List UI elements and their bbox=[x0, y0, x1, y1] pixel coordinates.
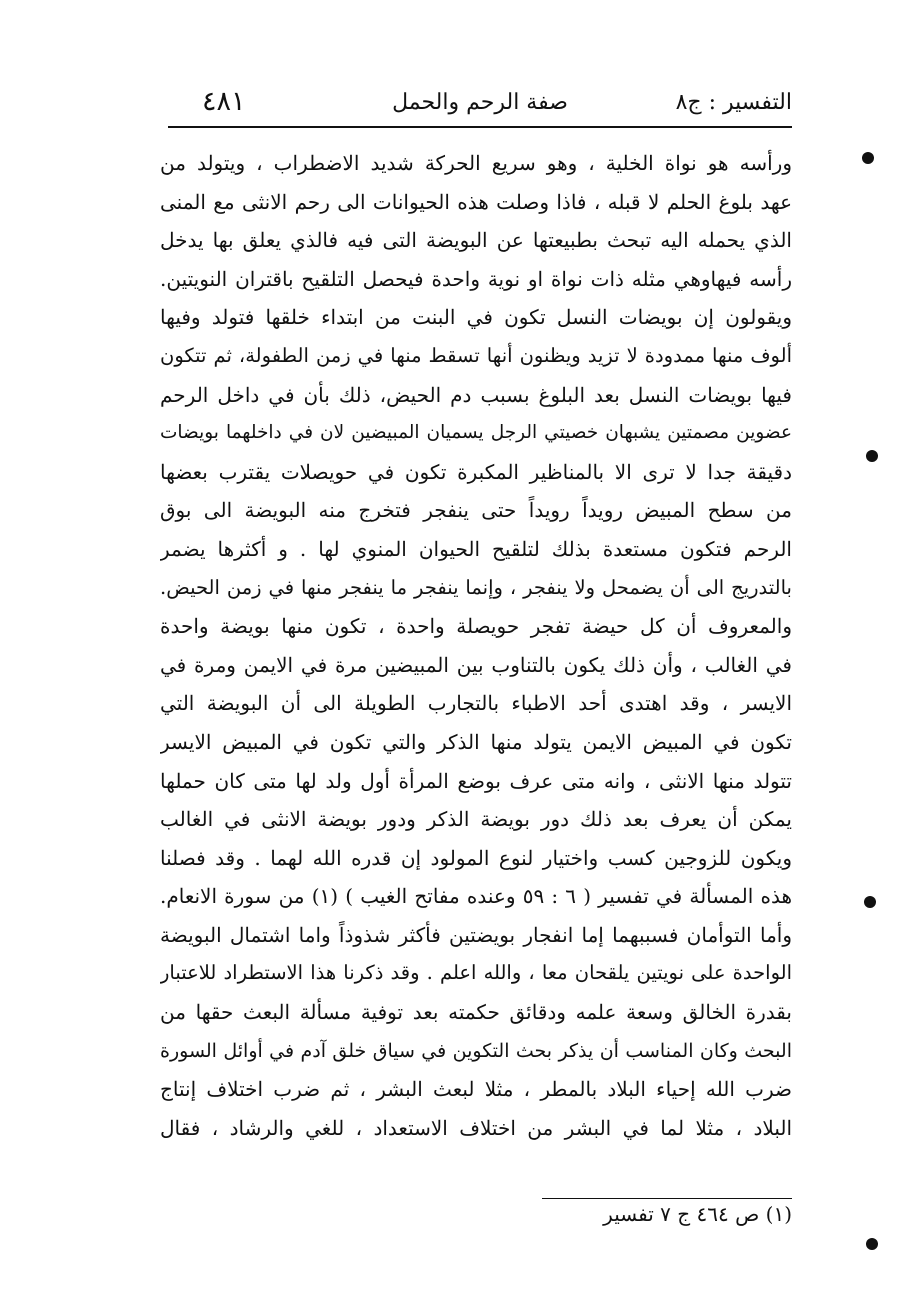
text-line: يمكن أن يعرف بعد ذلك دور بويضة الذكر ودور بويضة الانثى في الغالب bbox=[160, 807, 792, 832]
footnote-rule bbox=[542, 1198, 792, 1199]
text-line: دقيقة جدا لا ترى الا بالمناظير المكبرة تكون في حويصلات يقترب بعضها bbox=[160, 459, 792, 484]
page-number: ٤٨١ bbox=[202, 86, 246, 117]
binding-hole-mark bbox=[864, 896, 876, 908]
body-text bbox=[160, 144, 792, 1147]
text-line: الايسر ، وقد اهتدى أحد الاطباء بالتجارب الطويلة الى أن البويضة التي bbox=[160, 691, 792, 716]
footnote: (١) ص ٤٦٤ ج ٧ تفسير bbox=[603, 1202, 792, 1226]
text-line: البلاد ، مثلا لما في البشر من اختلاف الاستعداد ، للغي والرشاد ، فقال bbox=[160, 1115, 792, 1140]
text-line: ويكون للزوجين كسب واختيار لنوع المولود إن قدره الله لهما . وقد فصلنا bbox=[160, 845, 792, 870]
text-line: بقدرة الخالق وسعة علمه ودقائق حكمته بعد توفية مسألة البعث حقها من bbox=[160, 1000, 792, 1025]
text-line: والمعروف أن كل حيضة تفجر حويصلة واحدة ، تكون منها بويضة واحدة bbox=[160, 614, 792, 639]
binding-hole-mark bbox=[866, 1238, 878, 1250]
book-volume-title: التفسير : ج٨ bbox=[675, 90, 792, 115]
running-header bbox=[168, 86, 792, 126]
header-rule bbox=[168, 126, 792, 128]
text-line: بالتدريج الى أن يضمحل ولا ينفجر ، وإنما ينفجر ما ينفجر منها في زمن الحيض. bbox=[160, 575, 792, 599]
text-line: وأما التوأمان فسببهما إما انفجار بويضتين فأكثر شذوذاً واما اشتمال البويضة bbox=[160, 922, 792, 947]
binding-hole-mark bbox=[862, 152, 874, 164]
text-line: تتولد منها الانثى ، وانه متى عرف بوضع المرأة أول ولد لها متى كان حملها bbox=[160, 768, 792, 793]
text-line: هذه المسألة في تفسير ( ٦ : ٥٩ وعنده مفاتح الغيب ) (١) من سورة الانعام. bbox=[160, 884, 792, 909]
text-line: ويقولون إن بويضات النسل تكون في البنت من ابتداء خلقها فتولد وفيها bbox=[160, 305, 792, 330]
text-line: عضوين مصمتين يشبهان خصيتي الرجل يسميان المبيضين لان في داخلهما بويضات bbox=[160, 422, 792, 444]
text-line: الواحدة على نويتين يلقحان معا ، والله اعلم . وقد ذكرنا هذا الاستطراد للاعتبار bbox=[160, 961, 792, 985]
text-line: ورأسه هو نواة الخلية ، وهو سريع الحركة شديد الاضطراب ، ويتولد من bbox=[160, 151, 792, 175]
binding-hole-mark bbox=[866, 450, 878, 462]
text-line: تكون في المبيض الايمن يتولد منها الذكر والتي تكون في المبيض الايسر bbox=[160, 729, 792, 754]
text-line: في الغالب ، وأن ذلك يكون بالتناوب بين المبيضين مرة في الايمن ومرة في bbox=[160, 652, 792, 677]
text-line: البحث وكان المناسب أن يذكر بحث التكوين في سياق خلق آدم في أوائل السورة bbox=[160, 1039, 792, 1062]
text-line: ألوف منها ممدودة لا تزيد ويظنون أنها تسقط منها في زمن الطفولة، ثم تتكون bbox=[160, 343, 792, 367]
text-line: الذي يحمله اليه تبحث بطبيعتها عن البويضة التى فيه فالذي يعلق بها يدخل bbox=[160, 228, 792, 253]
text-line: ضرب الله إحياء البلاد بالمطر ، مثلا لبعث البشر ، ثم ضرب اختلاف إنتاج bbox=[160, 1077, 792, 1102]
text-line: الرحم فتكون مستعدة بذلك لتلقيح الحيوان المنوي لها . و أكثرها يضمر bbox=[160, 536, 792, 561]
text-line: رأسه فيهاوهي مثله ذات نواة او نوية واحدة فيحصل التلقيح باقتران النويتين. bbox=[160, 266, 792, 291]
text-line: عهد بلوغ الحلم لا قبله ، فاذا وصلت هذه الحيوانات الى رحم الانثى مع المنى bbox=[160, 189, 792, 214]
text-line: من سطح المبيض رويداً رويداً حتى ينفجر فتخرج منه البويضة الى بوق bbox=[160, 498, 792, 523]
chapter-title: صفة الرحم والحمل bbox=[392, 90, 568, 115]
text-line: فيها بويضات النسل بعد البلوغ بسبب دم الحيض، ذلك بأن في داخل الرحم bbox=[160, 382, 792, 407]
